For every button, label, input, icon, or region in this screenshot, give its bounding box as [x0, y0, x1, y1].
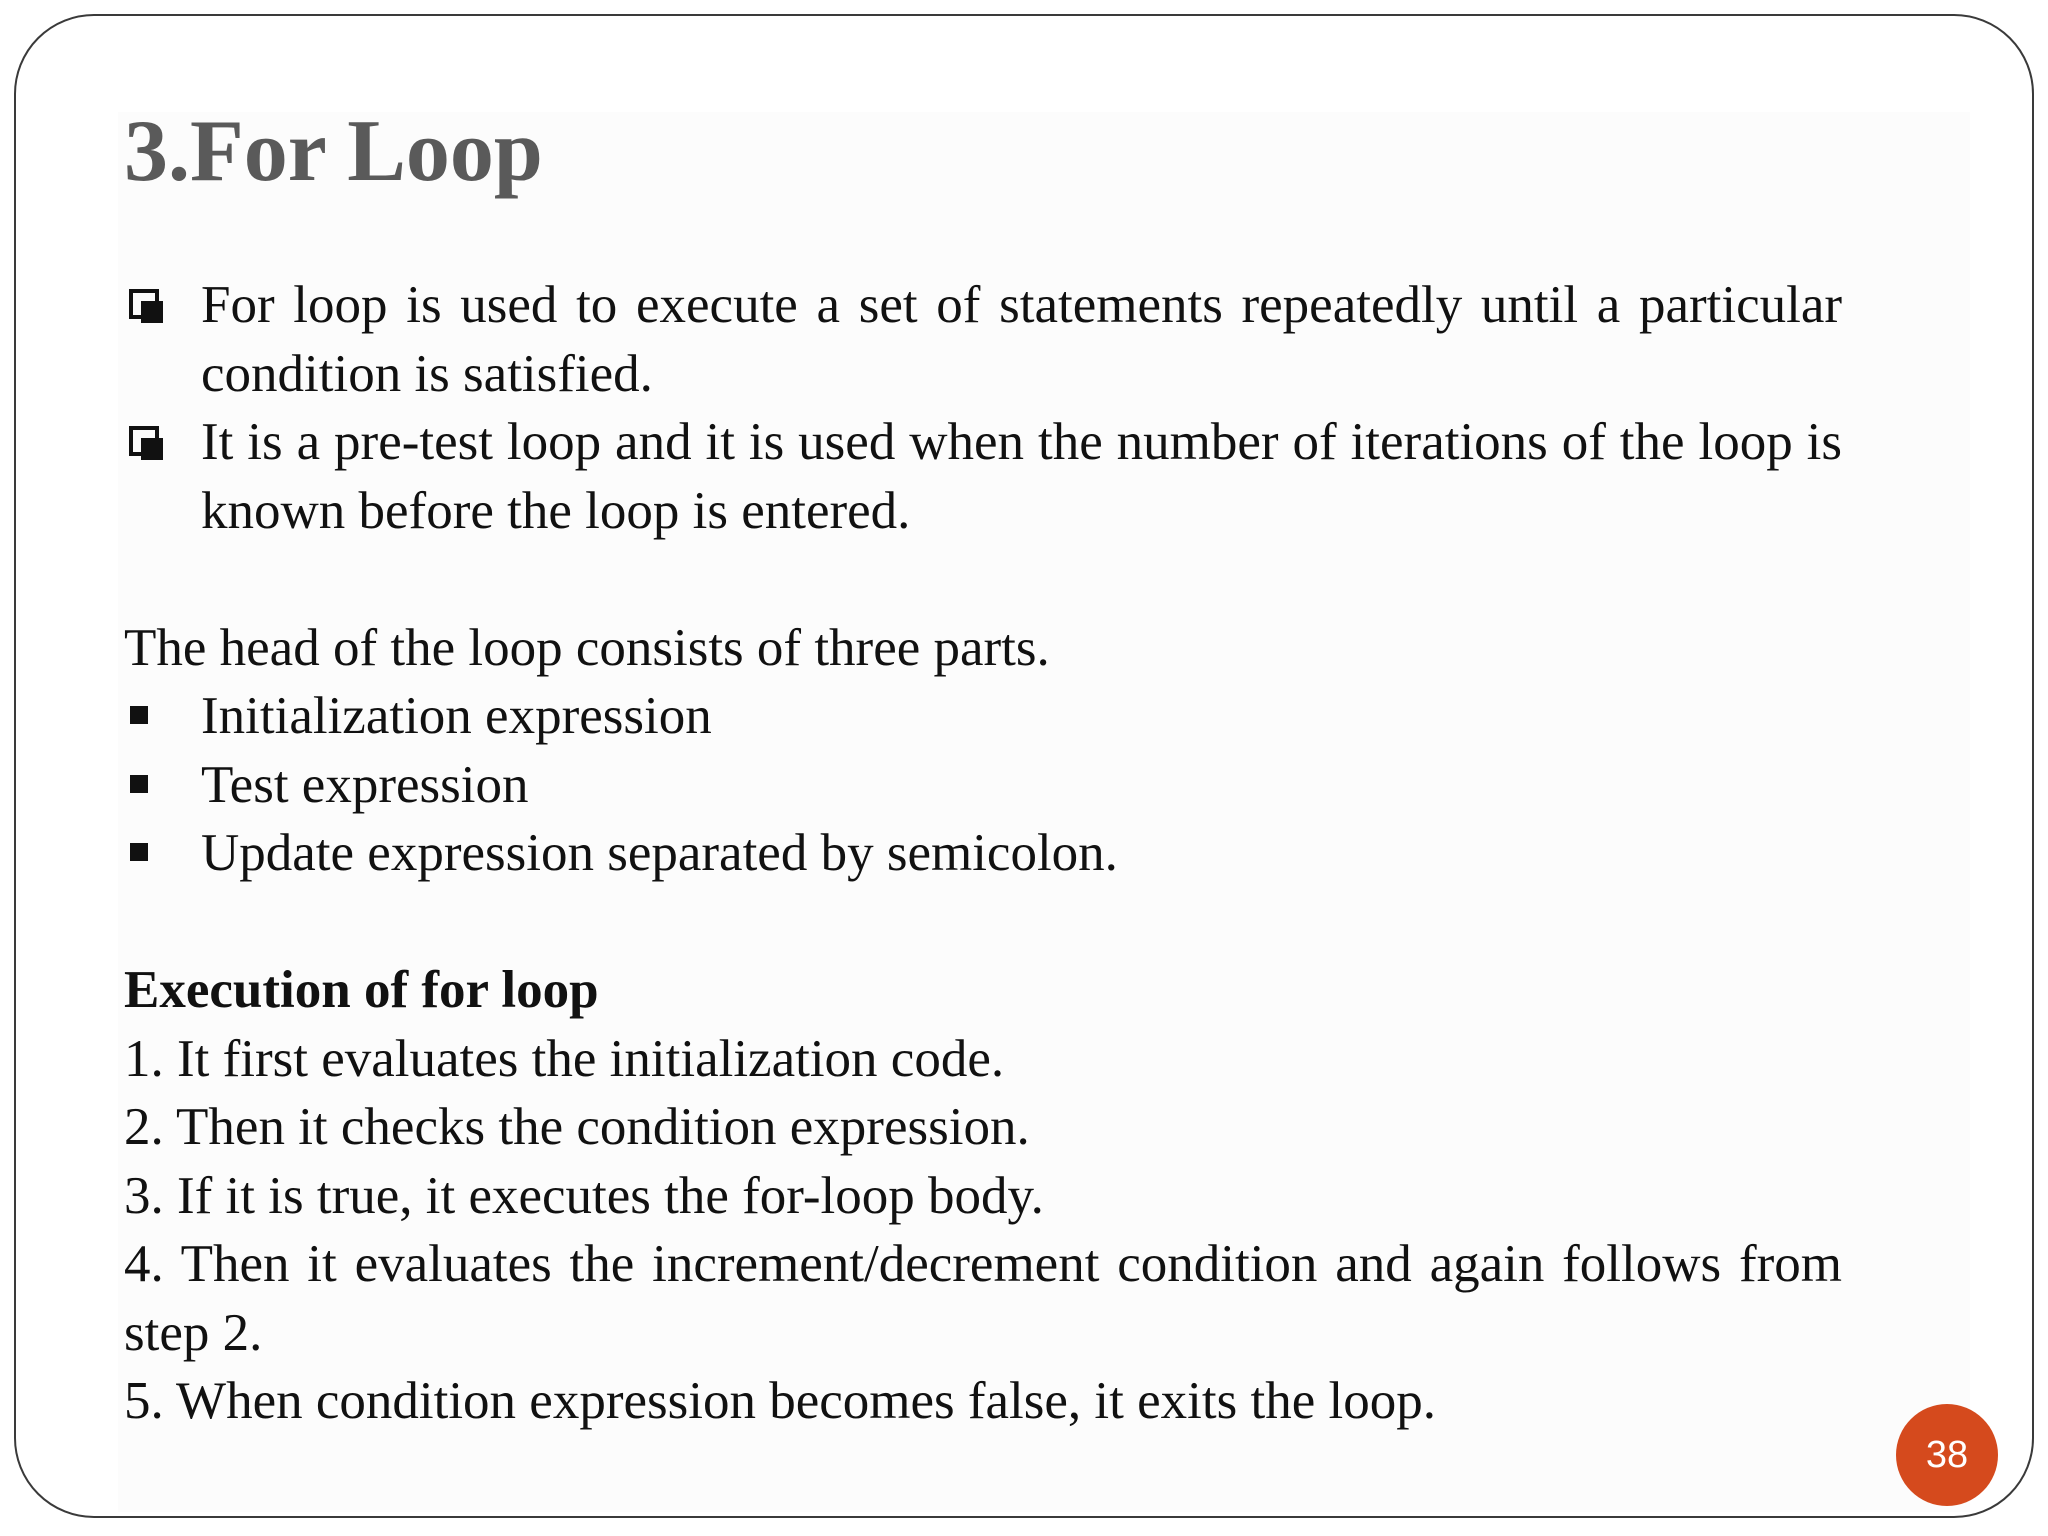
bullet-text: It is a pre-test loop and it is used when the number of iterations of the loop is known before the loop is entered. [201, 413, 1842, 540]
part-item [124, 819, 1842, 888]
head-intro: The head of the loop consists of three parts. [124, 618, 1050, 677]
slide-body [124, 271, 1842, 1436]
bullet-text: For loop is used to execute a set of statements repeatedly until a particular condition is satisfied. [201, 276, 1842, 403]
part-item [124, 751, 1842, 820]
step-item: 1. It first evaluates the initialization code. [124, 1029, 1005, 1088]
spacer [124, 545, 1842, 614]
square-bullet-icon [130, 775, 148, 793]
part-item [124, 682, 1842, 751]
step-item: 2. Then it checks the condition expression. [124, 1098, 1030, 1156]
checkbox-bullet-icon [129, 426, 159, 456]
checkbox-bullet-icon [129, 289, 159, 319]
step-item: 3. If it is true, it executes the for-loop body. [124, 1166, 1044, 1225]
part-text: Test expression [201, 755, 529, 814]
part-text: Update expression separated by semicolon. [201, 824, 1118, 882]
step-item: 5. When condition expression becomes false, it exits the loop. [124, 1372, 1436, 1430]
page-number-badge: 38 [1896, 1404, 1998, 1506]
checkbox-bullet-item [124, 271, 1842, 408]
square-bullet-icon [130, 706, 148, 724]
square-bullet-icon [130, 843, 148, 861]
spacer [124, 888, 1842, 957]
slide-title: 3.For Loop [124, 103, 543, 200]
part-text: Initialization expression [201, 687, 712, 745]
step-item: 4. Then it evaluates the increment/decrement condition and again follows from step 2. [124, 1235, 1842, 1362]
checkbox-bullet-item [124, 408, 1842, 545]
execution-heading: Execution of for loop [124, 961, 599, 1019]
